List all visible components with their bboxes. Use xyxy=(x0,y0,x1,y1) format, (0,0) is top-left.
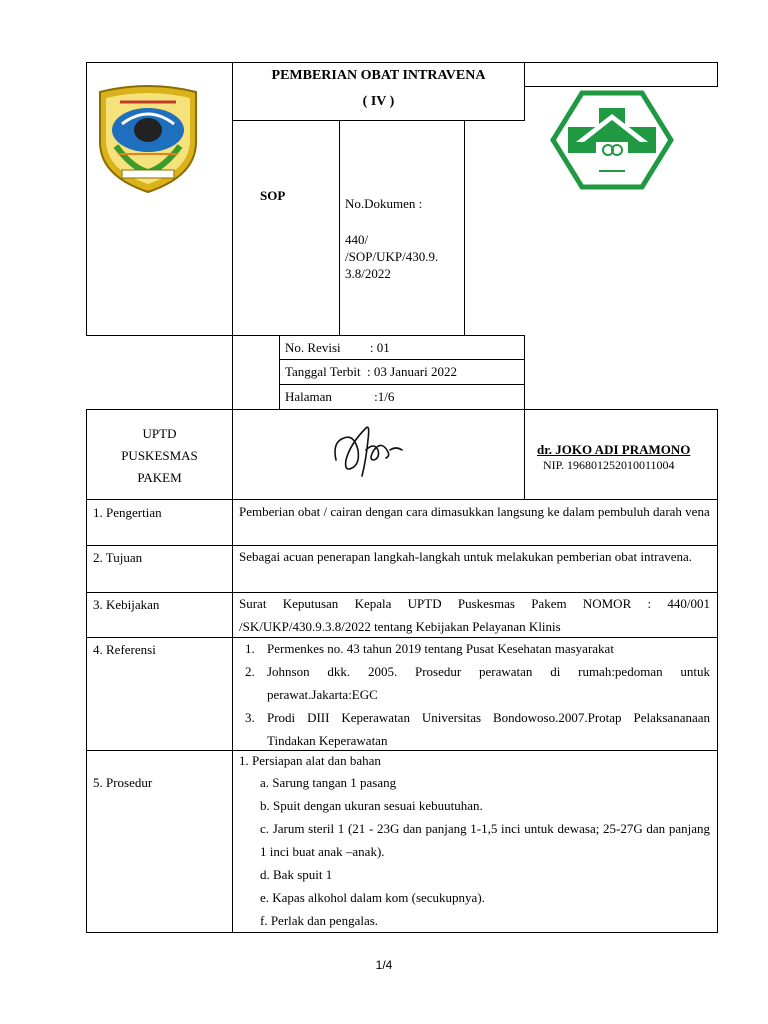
reference-num: 2. xyxy=(245,664,255,679)
procedure-item: c. Jarum steril 1 (21 - 23G dan panjang 1-1,5 inci untuk dewasa; 25-27G dan panjang 1 inci buat anak –anak). xyxy=(260,821,710,859)
procedure-item: b. Spuit dengan ukuran sesuai kebuutuhan. xyxy=(260,798,483,813)
row-label-kebijakan: 3. Kebijakan xyxy=(93,597,160,612)
row-label-tujuan: 2. Tujuan xyxy=(93,550,143,565)
puskesmas-logo xyxy=(550,90,674,190)
page-count: Halaman :1/6 xyxy=(285,389,395,404)
handwritten-signature xyxy=(330,420,410,480)
reference-list xyxy=(239,637,710,752)
reference-item xyxy=(239,660,710,706)
row-label-referensi: 4. Referensi xyxy=(93,642,156,657)
signer-name: dr. JOKO ADI PRAMONO xyxy=(537,442,691,457)
regency-emblem-logo xyxy=(92,84,204,196)
procedure-item: f. Perlak dan pengalas. xyxy=(260,913,379,928)
procedure-item: a. Sarung tangan 1 pasang xyxy=(260,775,397,790)
reference-text: Prodi DIII Keperawatan Universitas Bondowoso.2007.Protap Pelaksananaan Tindakan Keperawatan xyxy=(267,710,710,748)
revision-number: No. Revisi : 01 xyxy=(285,340,390,355)
procedure-item: e. Kapas alkohol dalam kom (secukupnya). xyxy=(260,890,485,905)
issue-date: Tanggal Terbit : 03 Januari 2022 xyxy=(285,364,457,379)
doc-no-value-3: 3.8/2022 xyxy=(345,266,391,281)
org-line1: UPTD xyxy=(142,426,177,441)
reference-item xyxy=(239,637,710,660)
reference-num: 3. xyxy=(245,710,255,725)
doc-title-line1: PEMBERIAN OBAT INTRAVENA xyxy=(271,68,486,83)
procedure-list xyxy=(260,771,710,932)
org-line2: PUSKESMAS xyxy=(121,448,198,463)
reference-text: Johnson dkk. 2005. Prosedur perawatan di rumah:pedoman untuk perawat.Jakarta:EGC xyxy=(267,664,710,702)
row-label-prosedur: 5. Prosedur xyxy=(93,775,153,790)
row-text-tujuan: Sebagai acuan penerapan langkah-langkah untuk melakukan pemberian obat intravena. xyxy=(239,549,693,564)
reference-item xyxy=(239,706,710,752)
doc-no-value-1: 440/ xyxy=(345,232,369,247)
reference-num: 1. xyxy=(245,641,255,656)
page-number: 1/4 xyxy=(375,958,393,972)
doc-no-label: No.Dokumen : xyxy=(345,196,423,211)
procedure-heading: 1. Persiapan alat dan bahan xyxy=(239,753,381,768)
procedure-item: d. Bak spuit 1 xyxy=(260,867,333,882)
sop-label: SOP xyxy=(260,188,286,203)
reference-text: Permenkes no. 43 tahun 2019 tentang Pusat Kesehatan masyarakat xyxy=(267,641,614,656)
row-label-pengertian: 1. Pengertian xyxy=(93,505,162,520)
org-line3: PAKEM xyxy=(137,470,182,485)
doc-title-line2: ( IV ) xyxy=(362,94,395,109)
signer-nip: NIP. 196801252010011004 xyxy=(543,458,675,472)
row-text-pengertian: Pemberian obat / cairan dengan cara dimasukkan langsung ke dalam pembuluh darah vena xyxy=(239,504,710,519)
doc-no-value-2: /SOP/UKP/430.9. xyxy=(345,249,439,264)
row-text-kebijakan: Surat Keputusan Kepala UPTD Puskesmas Pakem NOMOR : 440/001 /SK/UKP/430.9.3.8/2022 tentang Kebijakan Pelayanan Klinis xyxy=(239,596,710,634)
